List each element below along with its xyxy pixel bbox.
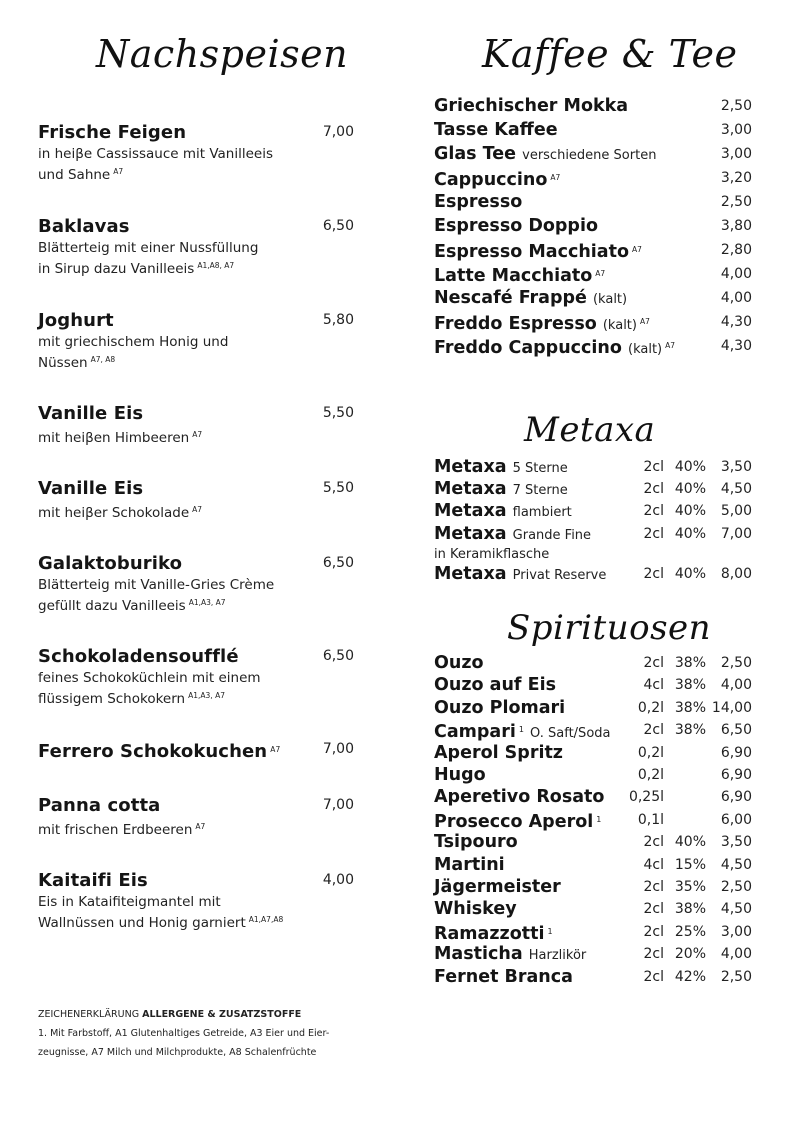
item-volume: 2cl xyxy=(643,655,664,671)
item-price: 4,00 xyxy=(720,677,752,694)
item-abv: 40% xyxy=(674,566,706,582)
allergen-code: 1 xyxy=(547,926,553,936)
spirit-item xyxy=(434,966,752,990)
item-volume: 4cl xyxy=(643,856,664,873)
coffee-item xyxy=(434,143,752,167)
dessert-price: 5,50 xyxy=(322,405,354,421)
allergen-code: A7 xyxy=(270,745,281,754)
item-name: Ouzo auf Eis xyxy=(434,675,556,696)
item-abv: 38% xyxy=(674,699,706,716)
item-name: Glas Tee verschiedene Sorten xyxy=(434,144,657,164)
allergen-code: A7 xyxy=(113,167,124,176)
item-price: 4,50 xyxy=(720,901,752,918)
item-price: 2,50 xyxy=(720,194,752,210)
item-name: Espresso Macchiato $^{A7}$ xyxy=(434,242,642,262)
item-note: verschiedene Sorten xyxy=(522,148,657,163)
item-name: Espresso Doppio xyxy=(434,216,598,236)
item-name: Hugo xyxy=(434,765,486,785)
item-price: 2,50 xyxy=(720,98,752,114)
dessert-price: 5,80 xyxy=(322,312,354,328)
allergen-code: A1,A3, A7 xyxy=(188,691,225,700)
item-price: 8,00 xyxy=(720,566,752,582)
item-name: Metaxa Grande Fine xyxy=(434,524,592,544)
item-name: Ramazzotti $^1$ xyxy=(434,923,553,944)
item-price: 4,00 xyxy=(720,290,752,306)
item-volume: 2cl xyxy=(643,834,664,851)
item-note: flambiert xyxy=(512,505,572,520)
item-abv: 40% xyxy=(674,526,706,542)
item-volume: 0,1l xyxy=(637,811,664,828)
item-name: Masticha Harzlikör xyxy=(434,944,587,965)
metaxa-item xyxy=(434,456,752,480)
allergen-code: 1 xyxy=(518,725,524,735)
item-name: Latte Macchiato $^{A7}$ xyxy=(434,266,606,286)
item-note: Privat Reserve xyxy=(512,568,607,583)
item-name: Aperol Spritz xyxy=(434,742,563,763)
spirit-item xyxy=(434,697,752,721)
dessert-item xyxy=(38,403,358,447)
item-price: 2,50 xyxy=(720,879,752,895)
dessert-description: mit frischen Erdbeeren $^{A7}$ xyxy=(38,822,206,838)
item-volume: 2cl xyxy=(643,946,664,963)
dessert-price: 7,00 xyxy=(322,797,354,813)
item-name: Metaxa Privat Reserve xyxy=(434,564,607,584)
coffee-item xyxy=(434,287,752,311)
dessert-description: in heiβe Cassissauce mit Vanilleeis und Sahne $^{A7}$ xyxy=(38,146,274,183)
dessert-name: Vanille Eis xyxy=(38,478,144,499)
item-price: 3,50 xyxy=(720,834,752,851)
metaxa-item xyxy=(434,478,752,502)
item-price: 2,50 xyxy=(720,968,752,985)
item-name: Aperetivo Rosato xyxy=(434,787,605,808)
item-name: Cappuccino $^{A7}$ xyxy=(434,170,561,190)
item-volume: 2cl xyxy=(643,459,664,475)
item-price: 4,00 xyxy=(720,266,752,282)
item-name: Freddo Cappuccino (kalt) $^{A7}$ xyxy=(434,338,676,358)
allergen-code: A7 xyxy=(639,317,650,326)
dessert-name: Panna cotta xyxy=(38,795,161,816)
item-price: 6,00 xyxy=(720,811,752,828)
dessert-price: 4,00 xyxy=(322,872,354,888)
item-note: Grande Fine xyxy=(512,528,592,543)
item-price: 4,30 xyxy=(720,314,752,330)
item-name: Ouzo Plomari xyxy=(434,697,566,718)
coffee-item xyxy=(434,311,752,335)
item-name: Metaxa flambiert xyxy=(434,501,572,521)
item-abv: 40% xyxy=(674,503,706,519)
metaxa-item xyxy=(434,563,752,587)
item-note: (kalt) xyxy=(592,292,628,307)
item-name: Metaxa 5 Sterne xyxy=(434,457,568,477)
item-volume: 0,25l xyxy=(628,789,664,806)
dessert-price: 5,50 xyxy=(322,480,354,496)
item-abv: 38% xyxy=(674,901,706,918)
allergen-code: A1,A3, A7 xyxy=(188,598,226,607)
item-price: 4,00 xyxy=(720,946,752,963)
item-price: 6,90 xyxy=(720,789,752,806)
dessert-description: feines Schokoküchlein mit einem flüssigem Schokokern $^{A1,A3, A7}$ xyxy=(38,670,261,707)
item-volume: 0,2l xyxy=(637,699,664,716)
item-volume: 2cl xyxy=(643,923,664,940)
dessert-description: Blätterteig mit Vanille-Gries Crème gefüllt dazu Vanilleeis $^{A1,A3, A7}$ xyxy=(38,577,275,614)
dessert-name: Schokoladensoufflé xyxy=(38,646,239,667)
item-name: Prosecco Aperol $^1$ xyxy=(434,811,602,832)
coffee-item xyxy=(434,191,752,215)
dessert-name: Galaktoburiko xyxy=(38,553,183,574)
coffee-item xyxy=(434,335,752,359)
coffee-item xyxy=(434,239,752,263)
dessert-item xyxy=(38,553,358,615)
nachspeisen-title: Nachspeisen xyxy=(96,32,349,76)
item-note: O. Saft/Soda xyxy=(530,726,611,742)
allergen-code: 1 xyxy=(596,814,602,824)
item-price: 6,50 xyxy=(720,722,752,739)
item-price: 5,00 xyxy=(720,503,752,519)
item-volume: 0,2l xyxy=(637,744,664,761)
item-volume: 2cl xyxy=(643,879,664,895)
item-name: Campari $^1$ O. Saft/Soda xyxy=(434,722,611,743)
spirit-item xyxy=(434,742,752,766)
item-subnote: in Keramikflasche xyxy=(434,547,550,562)
item-volume: 2cl xyxy=(643,526,664,542)
coffee-item xyxy=(434,95,752,119)
item-price: 14,00 xyxy=(711,699,752,716)
item-price: 3,50 xyxy=(720,459,752,475)
item-name: Espresso xyxy=(434,192,523,212)
dessert-item xyxy=(38,870,358,932)
item-volume: 2cl xyxy=(643,722,664,739)
item-abv: 25% xyxy=(674,923,706,940)
dessert-name: Kaitaifi Eis xyxy=(38,870,148,891)
coffee-item xyxy=(434,119,752,143)
allergen-code: A7 xyxy=(192,430,203,439)
dessert-item xyxy=(38,122,358,184)
dessert-price: 7,00 xyxy=(322,124,354,140)
spirit-item xyxy=(434,652,752,676)
dessert-description: Blätterteig mit einer Nussfüllung in Sirup dazu Vanilleeis $^{A1,A8, A7}$ xyxy=(38,240,259,277)
item-note: 5 Sterne xyxy=(512,461,568,476)
item-price: 4,50 xyxy=(720,481,752,497)
dessert-item xyxy=(38,795,358,839)
item-price: 3,80 xyxy=(720,218,752,234)
dessert-name: Frische Feigen xyxy=(38,122,187,143)
item-price: 4,50 xyxy=(720,856,752,873)
item-price: 3,00 xyxy=(720,122,752,138)
item-volume: 4cl xyxy=(643,677,664,694)
dessert-price: 6,50 xyxy=(322,218,354,234)
spirit-item xyxy=(434,809,752,833)
item-volume: 2cl xyxy=(643,503,664,519)
item-name: Whiskey xyxy=(434,899,517,920)
dessert-item xyxy=(38,216,358,278)
dessert-description: Eis in Kataifiteigmantel mit Wallnüssen und Honig garniert $^{A1,A7,A8}$ xyxy=(38,894,284,931)
item-price: 3,20 xyxy=(720,170,752,186)
dessert-name: Vanille Eis xyxy=(38,403,144,424)
allergen-legend-line: 1. Mit Farbstoff, A1 Glutenhaltiges Getreide, A3 Eier und Eier- xyxy=(38,1028,330,1039)
item-abv: 15% xyxy=(674,856,706,873)
item-abv: 35% xyxy=(674,879,706,895)
item-abv: 38% xyxy=(674,677,706,694)
allergen-code: A7 xyxy=(665,341,676,350)
item-volume: 2cl xyxy=(643,901,664,918)
dessert-price: 7,00 xyxy=(322,741,354,757)
item-name: Jägermeister xyxy=(434,877,561,897)
spirit-item xyxy=(434,674,752,698)
allergen-code: A7 xyxy=(631,245,642,254)
metaxa-title: Metaxa xyxy=(524,410,656,450)
item-price: 2,50 xyxy=(720,655,752,671)
coffee-item xyxy=(434,167,752,191)
dessert-item xyxy=(38,646,358,708)
item-price: 4,30 xyxy=(720,338,752,354)
item-abv: 38% xyxy=(674,722,706,739)
spirit-item xyxy=(434,898,752,922)
item-name: Tasse Kaffee xyxy=(434,120,558,140)
item-abv: 40% xyxy=(674,834,706,851)
allergen-code: A1,A7,A8 xyxy=(248,915,284,924)
allergen-legend-line: zeugnisse, A7 Milch und Milchprodukte, A8 Schalenfrüchte xyxy=(38,1047,317,1058)
dessert-price: 6,50 xyxy=(322,555,354,571)
item-note: Harzlikör xyxy=(528,948,587,964)
item-name: Martini xyxy=(434,854,505,875)
item-abv: 42% xyxy=(674,968,706,985)
dessert-item xyxy=(38,739,358,763)
item-price: 6,90 xyxy=(720,767,752,783)
item-abv: 20% xyxy=(674,946,706,963)
item-price: 2,80 xyxy=(720,242,752,258)
item-price: 7,00 xyxy=(720,526,752,542)
spirit-item xyxy=(434,786,752,810)
item-note: (kalt) xyxy=(602,318,637,333)
item-volume: 2cl xyxy=(643,968,664,985)
item-note: 7 Sterne xyxy=(512,483,568,498)
spirit-item xyxy=(434,854,752,878)
dessert-description: mit griechischem Honig und Nüssen $^{A7, A8}$ xyxy=(38,334,229,371)
dessert-name: Joghurt xyxy=(38,310,114,331)
item-abv: 38% xyxy=(674,655,706,671)
dessert-item xyxy=(38,310,358,372)
allergen-code: A7 xyxy=(195,822,206,831)
coffee-item xyxy=(434,263,752,287)
item-price: 3,00 xyxy=(720,923,752,940)
spirit-item xyxy=(434,876,752,900)
spirit-item xyxy=(434,943,752,967)
spirit-item xyxy=(434,719,752,743)
item-volume: 2cl xyxy=(643,481,664,497)
item-name: Metaxa 7 Sterne xyxy=(434,479,568,499)
spirit-item xyxy=(434,764,752,788)
item-note: (kalt) xyxy=(628,342,663,357)
item-name: Fernet Branca xyxy=(434,966,573,987)
item-price: 6,90 xyxy=(720,744,752,761)
allergen-legend xyxy=(38,1005,368,1062)
spirit-item xyxy=(434,921,752,945)
item-name: Ouzo xyxy=(434,653,484,673)
dessert-description: mit heiβer Schokolade $^{A7}$ xyxy=(38,505,203,521)
item-abv: 40% xyxy=(674,459,706,475)
item-volume: 0,2l xyxy=(637,767,664,783)
coffee-item xyxy=(434,215,752,239)
allergen-code: A7 xyxy=(595,269,606,278)
allergen-code: A7, A8 xyxy=(90,355,116,364)
dessert-price: 6,50 xyxy=(322,648,354,664)
dessert-item xyxy=(38,478,358,522)
allergen-code: A1,A8, A7 xyxy=(197,261,235,270)
item-volume: 2cl xyxy=(643,566,664,582)
item-abv: 40% xyxy=(674,481,706,497)
dessert-description: mit heiβen Himbeeren $^{A7}$ xyxy=(38,430,203,446)
metaxa-item xyxy=(434,523,752,562)
allergen-code: A7 xyxy=(192,505,203,514)
dessert-name: Baklavas xyxy=(38,216,130,237)
spirituosen-title: Spirituosen xyxy=(507,608,712,648)
allergen-legend-heading: ZEICHENERKLÄRUNG ALLERGENE & ZUSATZSTOFFE xyxy=(38,1009,302,1020)
item-name: Freddo Espresso (kalt) $^{A7}$ xyxy=(434,314,650,334)
spirit-item xyxy=(434,831,752,855)
allergen-code: A7 xyxy=(550,173,561,182)
item-price: 3,00 xyxy=(720,146,752,162)
item-name: Griechischer Mokka xyxy=(434,96,629,116)
dessert-name: Ferrero Schokokuchen $^{A7}$ xyxy=(38,741,281,762)
item-name: Nescafé Frappé (kalt) xyxy=(434,288,628,308)
kaffee-tee-title: Kaffee & Tee xyxy=(482,32,738,76)
item-name: Tsipouro xyxy=(434,832,518,853)
metaxa-item xyxy=(434,500,752,524)
